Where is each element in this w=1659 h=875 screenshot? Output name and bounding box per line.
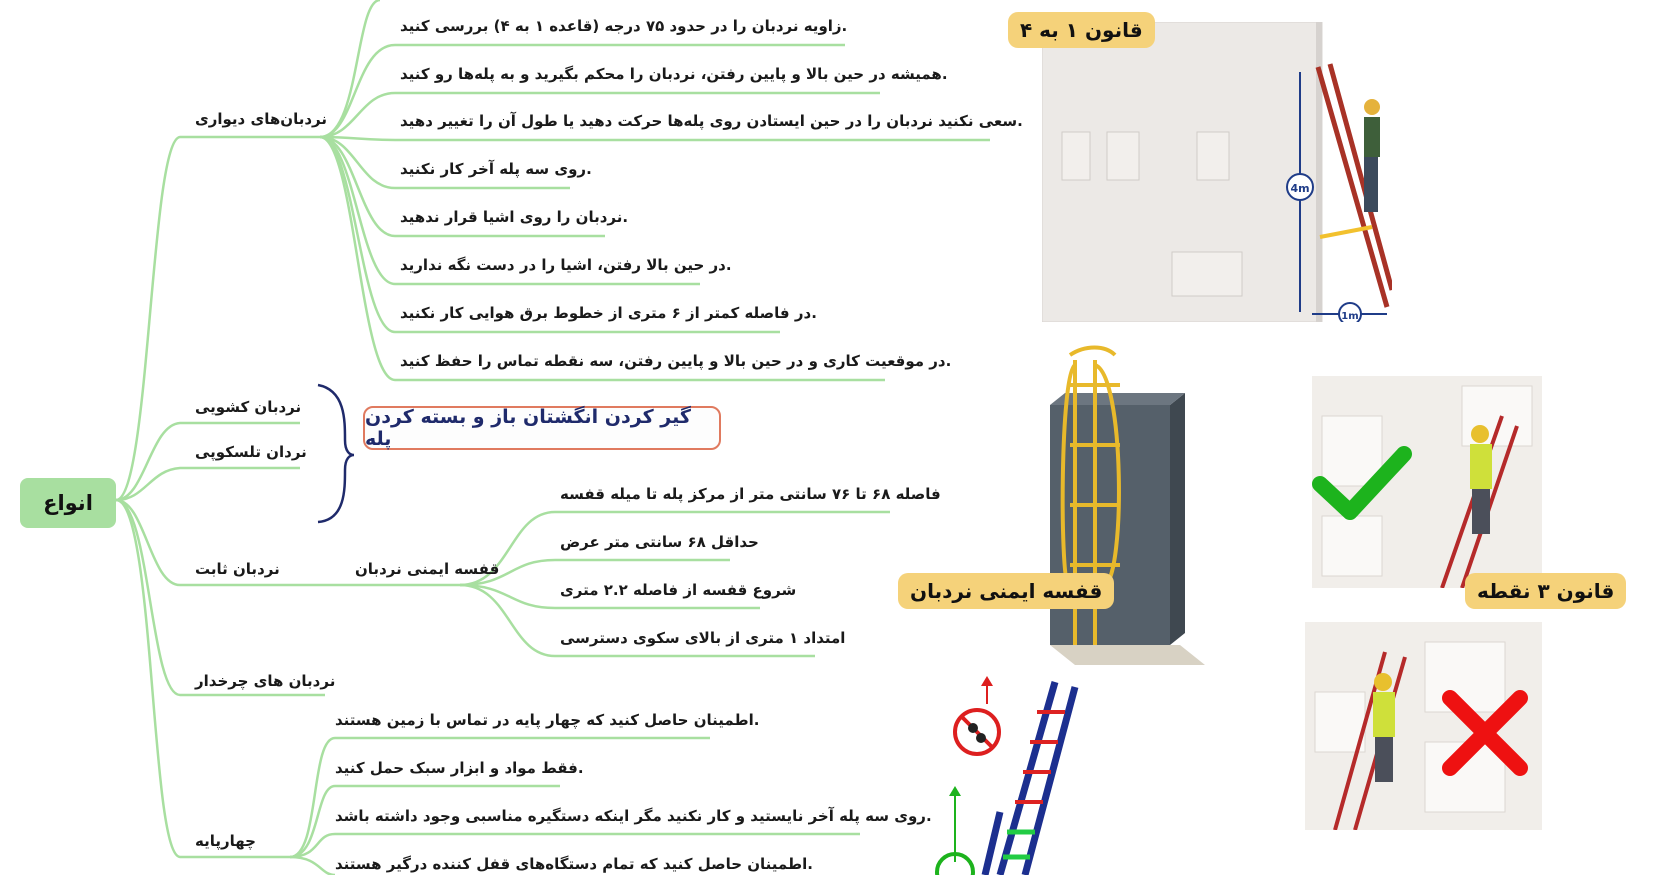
category-wheeled-ladder[interactable]: نردبان های چرخدار <box>195 672 336 690</box>
root-node[interactable]: انواع <box>20 478 116 528</box>
rule-1-4-illustration <box>1042 22 1392 322</box>
wall-item[interactable]: زاویه نردبان را در حدود ۷۵ درجه (قاعده ۱ به ۴) بررسی کنید. <box>400 17 848 35</box>
fourleg-item[interactable]: اطمینان حاصل کنید که چهار پایه در تماس با زمین هستند. <box>335 711 760 729</box>
category-fourleg[interactable]: چهارپایه <box>195 832 256 850</box>
category-sliding-ladder[interactable]: نردبان کشویی <box>195 398 302 416</box>
wall-item[interactable]: در موقعیت کاری و در حین بالا و پایین رفتن، سه نقطه تماس را حفظ کنید. <box>400 352 952 370</box>
wall-item[interactable]: در حین بالا رفتن، اشیا را در دست نگه ندارید. <box>400 256 732 274</box>
height-measure: 4m <box>1290 182 1310 195</box>
safety-cage-label: قفسه ایمنی نردبان <box>898 573 1114 609</box>
pinch-hazard-callout[interactable]: گیر کردن انگشتان باز و بسته کردن پله <box>363 406 721 450</box>
safety-cage-illustration <box>1040 345 1215 675</box>
three-point-label: قانون ۳ نقطه <box>1465 573 1626 609</box>
wall-item[interactable]: نردبان را روی اشیا قرار ندهید. <box>400 208 629 226</box>
base-measure: 1m <box>1341 311 1359 322</box>
wall-item[interactable]: روی سه پله آخر کار نکنید. <box>400 160 592 178</box>
rule-1-4-label: قانون ۱ به ۴ <box>1008 12 1155 48</box>
wall-item[interactable]: سعی نکنید نردبان را در حین ایستادن روی پله‌ها حرکت دهید یا طول آن را تغییر دهید. <box>400 112 1023 130</box>
brace <box>318 385 354 522</box>
cage-item[interactable]: حداقل ۶۸ سانتی متر عرض <box>560 533 759 551</box>
category-wall-ladders[interactable]: نردبان‌های دیواری <box>195 110 327 128</box>
fourleg-item[interactable]: فقط مواد و ابزار سبک حمل کنید. <box>335 759 584 777</box>
cage-item[interactable]: فاصله ۶۸ تا ۷۶ سانتی متر از مرکز پله تا میله قفسه <box>560 485 941 503</box>
step-ladder-illustration <box>915 672 1085 875</box>
cross-icon <box>1440 688 1530 778</box>
wall-item[interactable]: همیشه در حین بالا و پایین رفتن، نردبان را محکم بگیرید و به پله‌ها رو کنید. <box>400 65 948 83</box>
cage-item[interactable]: شروع قفسه از فاصله ۲.۲ متری <box>560 581 797 599</box>
branch-wheeled <box>116 500 325 695</box>
category-fixed-ladder[interactable]: نردبان ثابت <box>195 560 280 578</box>
wall-item[interactable]: در فاصله کمتر از ۶ متری از خطوط برق هوایی کار نکنید. <box>400 304 817 322</box>
check-icon <box>1312 444 1412 524</box>
cage-item[interactable]: امتداد ۱ متری از بالای سکوی دسترسی <box>560 629 846 647</box>
fourleg-item[interactable]: اطمینان حاصل کنید که تمام دستگاه‌های قفل کننده درگیر هستند. <box>335 855 813 873</box>
category-telescopic-ladder[interactable]: نردان تلسکوپی <box>195 443 307 461</box>
fourleg-item[interactable]: روی سه پله آخر نایستید و کار نکنید مگر اینکه دستگیره مناسبی وجود داشته باشد. <box>335 807 932 825</box>
category-safety-cage[interactable]: قفسه ایمنی نردبان <box>355 560 500 578</box>
